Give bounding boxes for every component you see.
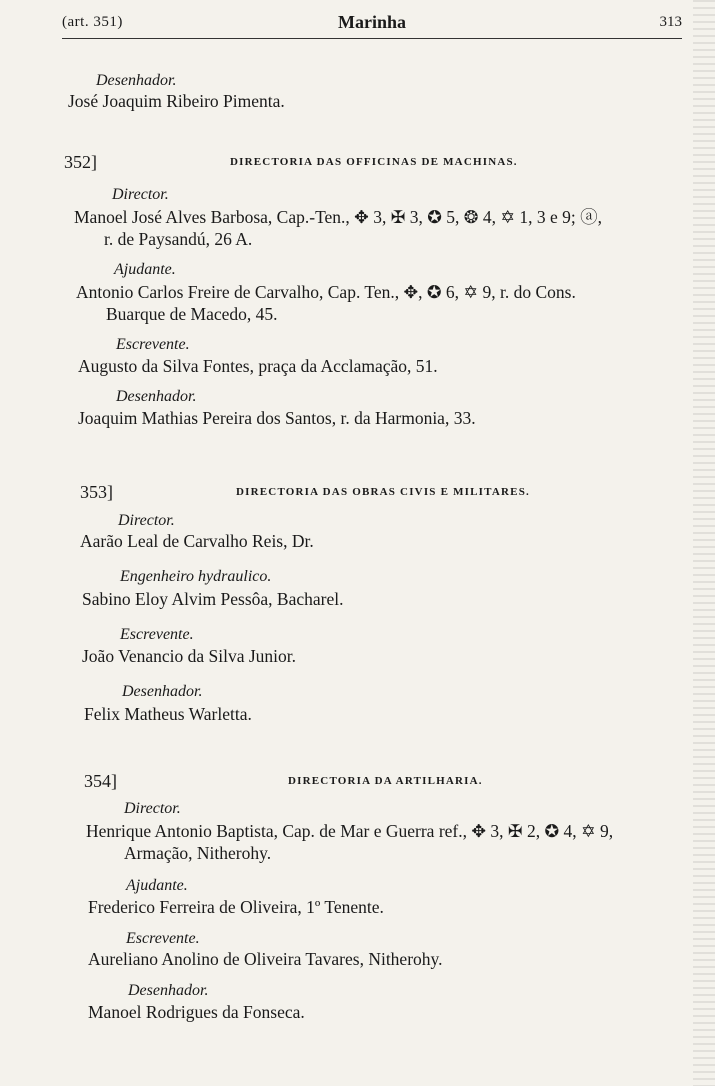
person-name: Aureliano Anolino de Oliveira Tavares, Nitherohy. <box>88 949 443 969</box>
address-line: Buarque de Macedo, 45. <box>106 304 278 324</box>
person-name: José Joaquim Ribeiro Pimenta. <box>68 91 285 111</box>
role-label: Desenhador. <box>128 982 209 999</box>
person-name: Felix Matheus Warletta. <box>84 704 252 724</box>
page-header <box>62 12 682 39</box>
role-label: Ajudante. <box>114 261 176 278</box>
person-name: Augusto da Silva Fontes, praça da Acclamação, 51. <box>78 356 438 376</box>
person-name: Aarão Leal de Carvalho Reis, Dr. <box>80 531 314 551</box>
role-label: Director. <box>112 186 169 203</box>
role-label: Engenheiro hydraulico. <box>120 568 272 585</box>
section-header-353 <box>80 482 680 504</box>
person-name: Manoel Rodrigues da Fonseca. <box>88 1002 305 1022</box>
section-title: DIRECTORIA DAS OBRAS CIVIS E MILITARES. <box>236 486 530 498</box>
address-line: r. de Paysandú, 26 A. <box>104 229 253 249</box>
role-label: Escrevente. <box>116 336 190 353</box>
section-header-354 <box>84 771 684 793</box>
section-title: DIRECTORIA DAS OFFICINAS DE MACHINAS. <box>230 156 518 168</box>
role-label: Escrevente. <box>120 626 194 643</box>
role-label: Desenhador. <box>96 72 177 89</box>
section-number: 352] <box>64 152 97 172</box>
role-label: Director. <box>118 512 175 529</box>
role-label: Director. <box>124 800 181 817</box>
role-label: Desenhador. <box>116 388 197 405</box>
section-header-352 <box>64 152 664 174</box>
section-title: DIRECTORIA DA ARTILHARIA. <box>288 775 483 787</box>
person-name: Joaquim Mathias Pereira dos Santos, r. da Harmonia, 33. <box>78 408 476 428</box>
address-line: Armação, Nitherohy. <box>124 843 272 863</box>
person-name: João Venancio da Silva Junior. <box>82 646 297 666</box>
section-number: 354] <box>84 771 117 791</box>
person-name: Manoel José Alves Barbosa, Cap.-Ten., ✥ 3, ✠ 3, ✪ 5, ❂ 4, ✡ 1, 3 e 9; ⓐ, <box>74 207 602 227</box>
role-label: Ajudante. <box>126 877 188 894</box>
role-label: Escrevente. <box>126 930 200 947</box>
header-article-ref: (art. 351) <box>62 14 123 30</box>
role-label: Desenhador. <box>122 683 203 700</box>
page-number: 313 <box>659 14 682 30</box>
person-name: Henrique Antonio Baptista, Cap. de Mar e Guerra ref., ✥ 3, ✠ 2, ✪ 4, ✡ 9, <box>86 821 614 841</box>
person-name: Frederico Ferreira de Oliveira, 1º Tenente. <box>88 897 384 917</box>
section-number: 353] <box>80 482 113 502</box>
person-name: Antonio Carlos Freire de Carvalho, Cap. Ten., ✥, ✪ 6, ✡ 9, r. do Cons. <box>76 282 576 302</box>
person-name: Sabino Eloy Alvim Pessôa, Bacharel. <box>82 589 344 609</box>
header-title: Marinha <box>337 12 406 32</box>
scan-edge-artifact <box>693 0 715 1086</box>
